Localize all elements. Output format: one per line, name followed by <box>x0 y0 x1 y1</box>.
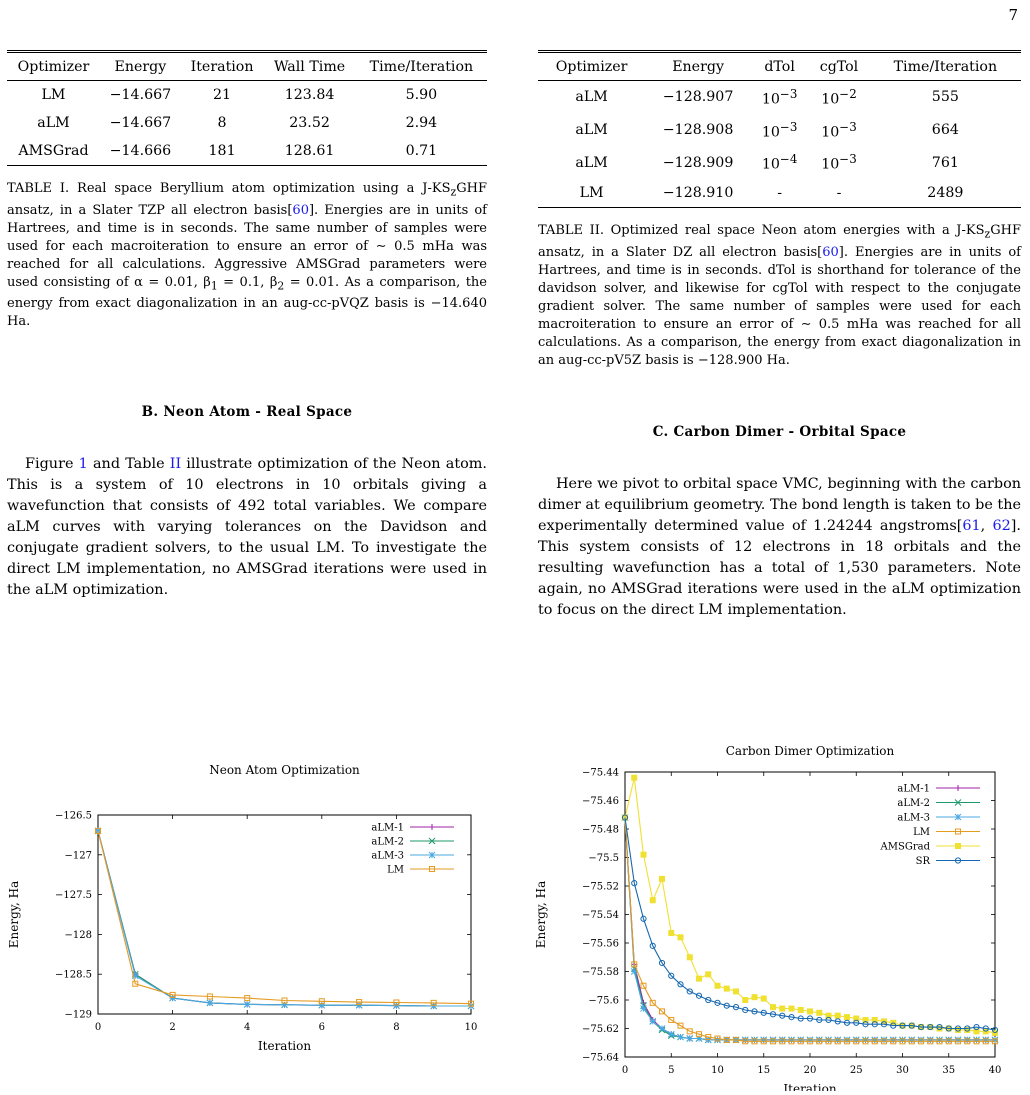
data-point <box>678 935 683 940</box>
y-tick-label: −128.5 <box>54 969 92 981</box>
data-point <box>632 775 637 780</box>
table-cell: −128.908 <box>662 122 734 139</box>
x-tick-label: 30 <box>896 1065 909 1076</box>
citation-link[interactable]: 60 <box>822 244 839 260</box>
data-point <box>650 1018 656 1024</box>
y-tick-label: −126.5 <box>54 810 92 822</box>
table-2-header: Time/Iteration <box>870 53 1021 81</box>
data-point <box>771 1005 776 1010</box>
x-tick-label: 0 <box>621 1065 629 1076</box>
data-point <box>669 931 674 936</box>
table-cell: 0.71 <box>405 143 438 159</box>
table-cell: AMSGrad <box>18 143 89 159</box>
data-point <box>207 1000 213 1006</box>
y-tick-label: −75.46 <box>581 796 619 807</box>
table-row <box>7 81 487 110</box>
table-row <box>7 137 487 165</box>
legend-marker <box>955 814 961 820</box>
table-cell: aLM <box>575 122 608 139</box>
data-point <box>743 998 748 1003</box>
series-line <box>625 818 995 1040</box>
table-cell: 2489 <box>927 185 964 202</box>
caption-subscript: z <box>450 185 457 199</box>
x-axis-label: Iteration <box>783 1082 837 1091</box>
body-text: , <box>980 517 993 534</box>
table-cell: −14.666 <box>109 143 172 159</box>
y-tick-label: −129 <box>64 1009 92 1021</box>
table-cell <box>751 81 808 114</box>
table-cell <box>808 114 869 147</box>
table-cell-base: 10 <box>761 91 780 108</box>
table-cell: 555 <box>931 89 959 106</box>
neon-chart-container <box>0 755 490 1091</box>
y-tick-label: −75.58 <box>581 967 619 978</box>
table-cell: 8 <box>217 115 227 131</box>
x-tick-label: 8 <box>393 1022 400 1033</box>
y-tick-label: −75.48 <box>581 824 619 836</box>
series-line <box>625 818 995 1040</box>
x-tick-label: 40 <box>988 1065 1002 1076</box>
data-point <box>678 1034 684 1040</box>
data-point <box>641 852 646 857</box>
citation-link[interactable]: 61 <box>962 517 981 534</box>
table-row <box>7 109 487 137</box>
table-row <box>538 114 1021 147</box>
data-point <box>752 995 757 1000</box>
legend-label: SR <box>915 856 930 867</box>
table-cell <box>808 81 869 114</box>
caption-subscript: 1 <box>210 279 218 293</box>
y-tick-label: −75.56 <box>581 938 619 950</box>
data-point <box>697 976 702 981</box>
legend-label: AMSGrad <box>880 841 930 853</box>
data-point <box>706 972 711 977</box>
x-axis-label: Iteration <box>257 1039 312 1053</box>
right-column <box>538 50 1021 621</box>
legend-label: LM <box>387 864 404 876</box>
section-heading-b: B. Neon Atom - Real Space <box>141 404 353 421</box>
table-row <box>538 146 1021 179</box>
table-cell: 5.90 <box>405 87 438 103</box>
data-point <box>668 1031 674 1037</box>
table-1-header: Energy <box>100 53 181 81</box>
y-tick-label: −75.5 <box>588 853 619 864</box>
plot-frame <box>98 815 471 1014</box>
section-b-paragraph <box>7 454 487 601</box>
table-2-caption <box>538 222 1021 370</box>
chart-title: Carbon Dimer Optimization <box>725 744 895 758</box>
legend-marker <box>955 785 961 791</box>
table-cell: - <box>836 185 842 202</box>
table-2-header: dTol <box>751 53 808 81</box>
series-line <box>625 778 995 1033</box>
page-number: 7 <box>1008 6 1018 24</box>
table-cell-base: 10 <box>821 157 840 174</box>
y-tick-label: −127 <box>64 850 92 862</box>
neon-atom-chart <box>0 755 490 1091</box>
data-point <box>244 1001 250 1007</box>
data-point <box>715 983 720 988</box>
data-point <box>845 1015 850 1020</box>
table-cell <box>751 114 808 147</box>
y-tick-label: −75.52 <box>581 881 619 893</box>
series-line <box>98 831 471 1006</box>
legend-label: aLM-3 <box>371 850 404 862</box>
table-1-header: Iteration <box>181 53 263 81</box>
table-cell-exponent: −2 <box>839 87 857 101</box>
x-tick-label: 0 <box>94 1022 102 1033</box>
caption-text: = 0.1, β <box>217 274 278 290</box>
table-cell-base: 10 <box>761 157 780 174</box>
table-cell <box>751 146 808 179</box>
x-tick-label: 2 <box>169 1022 176 1033</box>
figure-link[interactable]: 1 <box>78 456 88 473</box>
legend-marker <box>429 824 435 830</box>
x-tick-label: 4 <box>244 1022 251 1033</box>
table-1 <box>7 50 487 166</box>
y-tick-label: −127.5 <box>54 890 92 902</box>
caption-subscript: 2 <box>277 279 285 293</box>
data-point <box>761 996 766 1001</box>
table-cell-exponent: −3 <box>839 152 857 167</box>
legend-label: aLM-1 <box>897 783 930 795</box>
caption-text: = 0.01. As a comparison, the energy from exact diagonalization in an aug-cc-pVQZ basis is −14.640 Ha. <box>7 274 487 330</box>
series-AMSGrad <box>623 775 998 1035</box>
table-cell: aLM <box>575 154 608 171</box>
table-cell: 123.84 <box>284 87 335 103</box>
legend-label: aLM-3 <box>897 812 930 824</box>
body-text: ]. This system consists of 12 electrons in 18 orbitals and the resulting wavefunction has a total of 1,530 parameters. Note again, no AMSGrad iterations were used in the aLM optimization to focus on the direct LM implementation. <box>538 517 1021 618</box>
y-tick-label: −75.62 <box>581 1024 619 1035</box>
table-cell: aLM <box>575 89 608 106</box>
caption-text: TABLE II. Optimized real space Neon atom energies with a J-KS <box>538 223 985 239</box>
left-column <box>7 50 487 601</box>
table-cell-exponent: −3 <box>779 87 798 101</box>
y-tick-label: −128 <box>64 929 92 941</box>
table-cell: LM <box>579 185 604 202</box>
section-heading-c: C. Carbon Dimer - Orbital Space <box>652 423 907 440</box>
y-tick-label: −75.44 <box>581 767 619 779</box>
series-line <box>98 831 471 1004</box>
series-line <box>625 818 995 1040</box>
table-cell: −14.667 <box>109 87 172 103</box>
legend-label: LM <box>913 827 930 838</box>
table-cell: aLM <box>37 115 70 131</box>
table-cell: LM <box>41 87 66 103</box>
citation-link[interactable]: 62 <box>992 517 1011 534</box>
table-cell: 664 <box>931 122 959 139</box>
data-point <box>780 1006 785 1011</box>
data-point <box>724 986 729 991</box>
caption-text: GHF ansatz, in a Slater TZP all electron basis[ <box>7 181 487 218</box>
table-1-header: Time/Iteration <box>356 53 487 81</box>
table-cell: 2.94 <box>405 115 438 131</box>
y-tick-label: −75.54 <box>581 910 619 921</box>
table-cell: −128.910 <box>662 185 734 202</box>
caption-text: ]. Energies are in units of Hartrees, and time is in seconds. The same number of samples were used for each macroiteration to ensure an error of ∼ 0.5 mHa was reached for all calculations. Aggressive AMSGrad parameters were used consisting of α = 0.01, β <box>7 202 487 290</box>
body-text: and Table <box>87 456 170 473</box>
table-cell-base: 10 <box>761 124 780 141</box>
caption-text: TABLE I. Real space Beryllium atom optimization using a J-KS <box>7 181 451 196</box>
table-cell: −128.909 <box>662 154 734 171</box>
data-point <box>734 989 739 994</box>
citation-link[interactable]: 60 <box>292 202 309 218</box>
data-point <box>808 1009 813 1014</box>
legend-marker <box>429 852 435 858</box>
data-point <box>660 876 665 881</box>
chart-title: Neon Atom Optimization <box>209 763 360 777</box>
data-point <box>650 898 655 903</box>
series-line <box>625 818 995 1030</box>
table-cell-exponent: −3 <box>839 119 857 134</box>
table-1-header: Wall Time <box>263 53 356 81</box>
x-tick-label: 6 <box>318 1022 325 1033</box>
carbon-chart-container <box>520 740 1030 1091</box>
legend-marker <box>956 844 961 849</box>
x-tick-label: 25 <box>849 1065 863 1076</box>
table-2-header: Energy <box>645 53 751 81</box>
data-point <box>789 1006 794 1011</box>
x-tick-label: 15 <box>757 1065 771 1076</box>
legend-label: aLM-2 <box>897 798 930 809</box>
data-point <box>641 1006 647 1012</box>
table-row <box>538 179 1021 207</box>
table-2-header: Optimizer <box>538 53 645 81</box>
table-2-header-row <box>538 53 1021 81</box>
table-2 <box>538 50 1021 208</box>
table-link[interactable]: II <box>169 456 182 473</box>
table-cell: −14.667 <box>109 115 172 131</box>
series-SR <box>622 812 997 1033</box>
table-cell-base: 10 <box>821 91 840 108</box>
data-point <box>659 1026 665 1032</box>
x-tick-label: 20 <box>803 1065 817 1076</box>
table-1-caption <box>7 180 487 331</box>
x-tick-label: 5 <box>668 1065 675 1076</box>
table-cell: 21 <box>213 87 232 103</box>
table-cell: −128.907 <box>662 89 734 106</box>
caption-subscript: z <box>984 227 991 241</box>
table-cell-exponent: −3 <box>779 119 798 134</box>
table-row <box>538 81 1021 114</box>
caption-text: ]. Energies are in units of Hartrees, and time is in seconds. dTol is shorthand for tolerance of the davidson solver, and likewise for cgTol with respect to the conjugate gradient solver. The same number of samples were used for each macroiteration to ensure an error of ∼ 0.5 mHa was reached for all calculations. As a comparison, the energy from exact diagonalization in an aug-cc-pV5Z basis is −128.900 Ha. <box>538 244 1021 368</box>
table-cell: 761 <box>931 154 959 171</box>
y-tick-label: −75.6 <box>588 995 619 1007</box>
table-cell: 181 <box>208 143 236 159</box>
carbon-dimer-chart <box>520 740 1030 1091</box>
table-cell: - <box>777 185 783 202</box>
legend-label: aLM-1 <box>371 822 404 834</box>
legend-label: aLM-2 <box>371 836 404 848</box>
series-line <box>625 818 995 1042</box>
table-cell-base: 10 <box>821 124 840 141</box>
data-point <box>798 1007 803 1012</box>
y-tick-label: −75.64 <box>581 1052 619 1064</box>
data-point <box>687 1035 693 1041</box>
data-point <box>835 1013 840 1018</box>
body-text: Figure <box>25 456 79 473</box>
x-tick-label: 10 <box>464 1022 478 1033</box>
x-tick-label: 35 <box>942 1065 956 1076</box>
table-cell-exponent: −4 <box>779 152 798 167</box>
y-axis-label: Energy, Ha <box>534 880 548 949</box>
body-text: Here we pivot to orbital space VMC, beginning with the carbon dimer at equilibrium geometry. The bond length is taken to be the experimentally determined value of 1.24244 angstroms[ <box>538 475 1021 534</box>
data-point <box>687 955 692 960</box>
table-cell <box>808 146 869 179</box>
series-line <box>98 831 471 1006</box>
x-tick-label: 10 <box>711 1065 724 1076</box>
table-2-header: cgTol <box>808 53 869 81</box>
table-1-header: Optimizer <box>7 53 100 81</box>
body-text: illustrate optimization of the Neon atom. This is a system of 10 electrons in 10 orbitals giving a wavefunction that consists of 492 total variables. We compare aLM curves with varying tolerances on the Davidson and conjugate gradient solvers, to the usual LM. To investigate the direct LM implementation, no AMSGrad iterations were used in the aLM optimization. <box>7 456 487 599</box>
y-axis-label: Energy, Ha <box>7 880 21 949</box>
section-c-paragraph <box>538 474 1021 621</box>
caption-text: GHF ansatz, in a Slater DZ all electron basis[ <box>538 223 1021 260</box>
table-1-header-row <box>7 53 487 81</box>
series-line <box>98 831 471 1006</box>
table-cell: 128.61 <box>284 143 335 159</box>
table-cell: 23.52 <box>289 115 330 131</box>
data-point <box>817 1010 822 1015</box>
